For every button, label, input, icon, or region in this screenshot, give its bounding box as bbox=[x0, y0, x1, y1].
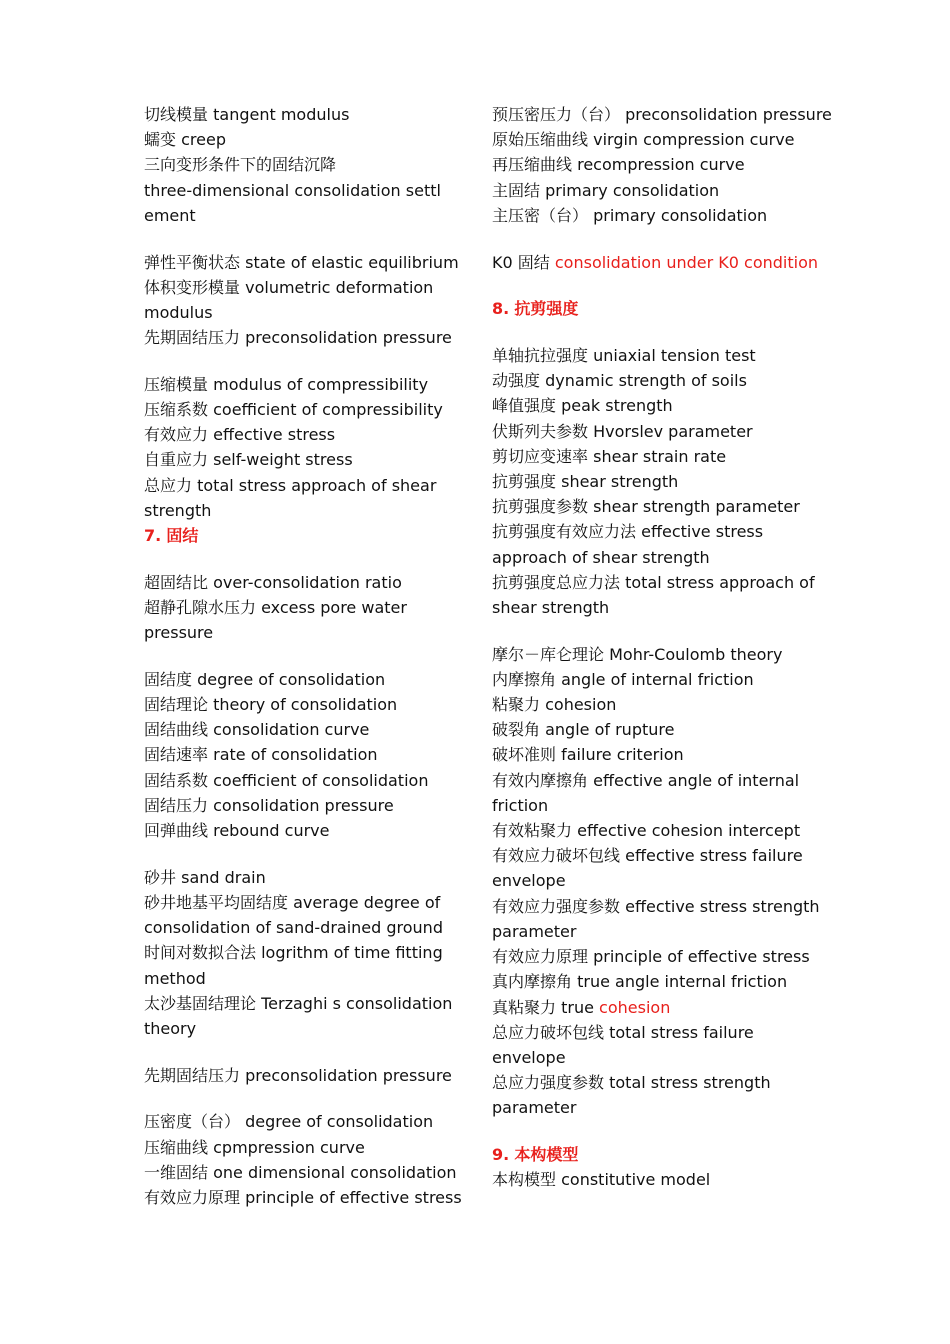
glossary-line bbox=[492, 595, 817, 620]
term-english: effective stress failure bbox=[625, 846, 803, 866]
glossary-line bbox=[144, 1160, 457, 1185]
term-english: true angle internal friction bbox=[577, 972, 788, 992]
term-english: constitutive model bbox=[561, 1170, 711, 1190]
term-english: tangent modulus bbox=[213, 105, 350, 124]
term-english: modulus of compressibility bbox=[213, 374, 429, 394]
right-column bbox=[492, 102, 832, 1192]
term-chinese: 固结压力 bbox=[144, 795, 209, 815]
glossary-line bbox=[492, 1167, 817, 1192]
term-chinese: 超固结比 bbox=[144, 572, 209, 592]
glossary-line bbox=[492, 868, 817, 893]
term-english: over-consolidation ratio bbox=[213, 572, 402, 592]
glossary-line bbox=[144, 940, 454, 965]
term-english: creep bbox=[181, 130, 226, 150]
term-chinese: 压缩模量 bbox=[144, 374, 209, 394]
term-chinese: 主固结 bbox=[492, 180, 541, 200]
glossary-line bbox=[144, 865, 454, 890]
term-english: failure criterion bbox=[561, 745, 684, 765]
term-english: coefficient of consolidation bbox=[213, 770, 429, 790]
term-english: consolidation of sand-drained ground bbox=[144, 918, 443, 938]
paragraph-gap bbox=[492, 620, 817, 642]
term-chinese: 总应力破坏包线 bbox=[492, 1022, 605, 1042]
term-chinese: 砂井 bbox=[144, 867, 177, 887]
glossary-line bbox=[144, 447, 454, 472]
glossary-line bbox=[144, 152, 454, 177]
term-chinese: 动强度 bbox=[492, 371, 541, 391]
term-english: three-dimensional consolidation settl bbox=[144, 180, 441, 200]
term-chinese: 一维固结 bbox=[144, 1162, 209, 1182]
glossary-line bbox=[492, 1045, 817, 1070]
term-chinese: 太沙基固结理论 bbox=[144, 993, 257, 1013]
term-english: total stress strength bbox=[609, 1073, 771, 1093]
paragraph-gap bbox=[492, 321, 817, 343]
term-chinese: 压缩系数 bbox=[144, 400, 209, 420]
term-chinese: 抗剪强度 bbox=[492, 471, 557, 491]
glossary-line bbox=[492, 969, 817, 994]
glossary-line bbox=[144, 667, 454, 692]
glossary-line bbox=[492, 1020, 817, 1045]
term-chinese: 有效应力破坏包线 bbox=[492, 846, 621, 866]
term-english: peak strength bbox=[561, 396, 673, 416]
glossary-line bbox=[144, 915, 454, 940]
glossary-line bbox=[144, 1135, 454, 1160]
term-english: modulus bbox=[144, 302, 213, 322]
glossary-line bbox=[144, 275, 454, 300]
glossary-line bbox=[144, 178, 454, 203]
glossary-line bbox=[144, 1063, 454, 1088]
paragraph-gap bbox=[144, 1088, 454, 1110]
term-english-highlight: consolidation under K0 condition bbox=[554, 252, 818, 272]
term-english: logrithm of time fitting bbox=[261, 943, 443, 963]
term-english: Mohr-Coulomb theory bbox=[609, 644, 783, 664]
glossary-line bbox=[492, 1095, 817, 1120]
term-chinese: 有效粘聚力 bbox=[492, 821, 573, 841]
section-heading bbox=[144, 523, 454, 548]
term-english: effective stress bbox=[641, 522, 764, 542]
term-chinese: 有效应力 bbox=[144, 425, 209, 445]
term-english: preconsolidation pressure bbox=[245, 328, 452, 348]
glossary-line bbox=[492, 843, 817, 868]
section-number: 7. bbox=[144, 526, 162, 546]
term-chinese: 本构模型 bbox=[492, 1170, 557, 1190]
term-english: degree of consolidation bbox=[197, 669, 386, 689]
term-english: friction bbox=[492, 795, 549, 815]
term-chinese: 固结曲线 bbox=[144, 720, 209, 740]
term-chinese: 单轴抗拉强度 bbox=[492, 345, 589, 365]
glossary-line bbox=[144, 422, 454, 447]
term-english: rebound curve bbox=[213, 821, 330, 841]
glossary-line bbox=[492, 919, 817, 944]
term-english: coefficient of compressibility bbox=[213, 400, 443, 420]
term-chinese: 抗剪强度总应力法 bbox=[492, 572, 621, 592]
term-chinese: 原始压缩曲线 bbox=[492, 130, 589, 150]
term-english: envelope bbox=[492, 1047, 566, 1067]
left-column bbox=[144, 102, 462, 1210]
term-english: angle of internal friction bbox=[561, 669, 754, 689]
glossary-line bbox=[492, 1070, 817, 1095]
glossary-line bbox=[144, 397, 454, 422]
glossary-line bbox=[144, 325, 454, 350]
paragraph-gap bbox=[144, 645, 454, 667]
term-chinese: 固结度 bbox=[144, 669, 193, 689]
term-english: volumetric deformation bbox=[245, 277, 434, 297]
term-chinese: 内摩擦角 bbox=[492, 669, 557, 689]
glossary-line bbox=[144, 620, 454, 645]
term-chinese: 总应力 bbox=[144, 475, 193, 495]
term-english: Hvorslev parameter bbox=[593, 421, 753, 441]
glossary-line bbox=[492, 545, 817, 570]
term-chinese: 体积变形模量 bbox=[144, 277, 241, 297]
glossary-line bbox=[144, 102, 454, 127]
term-chinese: 预压密压力（台） bbox=[492, 105, 621, 124]
term-english: effective stress strength bbox=[625, 896, 820, 916]
paragraph-gap bbox=[144, 350, 454, 372]
term-english: effective stress bbox=[213, 425, 336, 445]
glossary-line bbox=[492, 102, 832, 127]
term-chinese: 固结理论 bbox=[144, 695, 209, 715]
glossary-line bbox=[144, 793, 454, 818]
term-english: total stress failure bbox=[609, 1022, 754, 1042]
section-title: 本构模型 bbox=[514, 1145, 579, 1165]
term-english: virgin compression curve bbox=[593, 130, 795, 150]
paragraph-gap bbox=[492, 275, 817, 297]
term-chinese: 抗剪强度有效应力法 bbox=[492, 522, 637, 542]
term-chinese: 真粘聚力 bbox=[492, 997, 557, 1017]
term-english: shear strain rate bbox=[593, 446, 727, 466]
term-chinese: 弹性平衡状态 bbox=[144, 252, 241, 272]
term-chinese: 固结速率 bbox=[144, 745, 209, 765]
term-english: preconsolidation pressure bbox=[245, 1065, 452, 1085]
term-english: effective angle of internal bbox=[593, 770, 800, 790]
term-english: excess pore water bbox=[261, 597, 407, 617]
term-chinese: 切线模量 bbox=[144, 105, 209, 124]
term-english: Terzaghi s consolidation bbox=[261, 993, 453, 1013]
term-english: shear strength bbox=[561, 471, 679, 491]
glossary-line bbox=[144, 570, 454, 595]
glossary-line bbox=[492, 419, 817, 444]
term-chinese: 三向变形条件下的固结沉降 bbox=[144, 155, 337, 175]
term-english: uniaxial tension test bbox=[593, 345, 756, 365]
glossary-line bbox=[144, 1109, 454, 1134]
glossary-line bbox=[492, 519, 817, 544]
term-chinese: 有效应力强度参数 bbox=[492, 896, 621, 916]
paragraph-gap bbox=[144, 1041, 454, 1063]
term-chinese: 剪切应变速率 bbox=[492, 446, 589, 466]
glossary-line bbox=[492, 944, 817, 969]
glossary-line bbox=[492, 469, 817, 494]
term-chinese: 摩尔－库仑理论 bbox=[492, 644, 605, 664]
term-english: degree of consolidation bbox=[245, 1112, 434, 1132]
term-prefix: K0 bbox=[492, 252, 513, 272]
glossary-line bbox=[144, 768, 454, 793]
glossary-line bbox=[492, 818, 817, 843]
section-number: 9. bbox=[492, 1145, 510, 1165]
term-english: rate of consolidation bbox=[213, 745, 378, 765]
section-title: 抗剪强度 bbox=[514, 299, 579, 319]
term-english: primary consolidation bbox=[593, 205, 768, 225]
glossary-line bbox=[144, 498, 454, 523]
term-english: ement bbox=[144, 205, 196, 225]
glossary-line bbox=[144, 818, 454, 843]
term-english: dynamic strength of soils bbox=[545, 371, 747, 391]
term-chinese: 峰值强度 bbox=[492, 396, 557, 416]
term-chinese: 真内摩擦角 bbox=[492, 972, 573, 992]
term-english: principle of effective stress bbox=[245, 1188, 462, 1208]
glossary-line bbox=[492, 494, 817, 519]
glossary-line bbox=[492, 203, 817, 228]
section-title: 固结 bbox=[166, 526, 199, 546]
term-english: recompression curve bbox=[577, 155, 745, 175]
term-chinese: 压密度（台） bbox=[144, 1112, 241, 1132]
glossary-line bbox=[144, 300, 454, 325]
glossary-line bbox=[492, 152, 817, 177]
term-chinese: 伏斯列夫参数 bbox=[492, 421, 589, 441]
term-english: angle of rupture bbox=[545, 720, 675, 740]
term-english: primary consolidation bbox=[545, 180, 720, 200]
glossary-line bbox=[492, 894, 820, 919]
glossary-line bbox=[144, 1016, 454, 1041]
glossary-line bbox=[492, 343, 817, 368]
term-english: preconsolidation pressure bbox=[625, 105, 832, 124]
glossary-line bbox=[144, 372, 454, 397]
glossary-line bbox=[144, 966, 454, 991]
term-english: theory of consolidation bbox=[213, 695, 398, 715]
paragraph-gap bbox=[492, 228, 817, 250]
term-english: effective cohesion intercept bbox=[577, 821, 801, 841]
glossary-line bbox=[144, 1185, 462, 1210]
term-english: approach of shear strength bbox=[492, 547, 710, 567]
paragraph-gap bbox=[144, 548, 454, 570]
term-english: cpmpression curve bbox=[213, 1137, 365, 1157]
glossary-line bbox=[492, 642, 817, 667]
term-english-highlight: cohesion bbox=[599, 997, 671, 1017]
term-chinese: 固结系数 bbox=[144, 770, 209, 790]
glossary-line bbox=[144, 250, 459, 275]
term-english: principle of effective stress bbox=[593, 947, 810, 967]
glossary-line bbox=[492, 742, 817, 767]
glossary-line bbox=[144, 742, 454, 767]
paragraph-gap bbox=[492, 1121, 817, 1143]
term-chinese: 破坏准则 bbox=[492, 745, 557, 765]
term-chinese: 再压缩曲线 bbox=[492, 155, 573, 175]
section-heading bbox=[492, 1142, 817, 1167]
glossary-line bbox=[492, 667, 817, 692]
term-english: parameter bbox=[492, 921, 577, 941]
term-english: strength bbox=[144, 500, 212, 520]
glossary-line bbox=[492, 444, 817, 469]
glossary-line bbox=[492, 717, 817, 742]
term-english: true bbox=[561, 997, 594, 1017]
term-english: envelope bbox=[492, 871, 566, 891]
glossary-line bbox=[492, 692, 817, 717]
glossary-line bbox=[492, 570, 817, 595]
term-english: consolidation pressure bbox=[213, 795, 394, 815]
glossary-line bbox=[144, 595, 454, 620]
term-chinese: 超静孔隙水压力 bbox=[144, 597, 257, 617]
term-chinese: 有效内摩擦角 bbox=[492, 770, 589, 790]
term-chinese: 蠕变 bbox=[144, 130, 177, 150]
term-chinese: 先期固结压力 bbox=[144, 1065, 241, 1085]
term-english: shear strength bbox=[492, 597, 610, 617]
glossary-line bbox=[492, 250, 817, 275]
term-chinese: 固结 bbox=[517, 252, 550, 272]
glossary-line bbox=[144, 991, 454, 1016]
glossary-line bbox=[144, 127, 454, 152]
term-chinese: 有效应力原理 bbox=[492, 947, 589, 967]
term-chinese: 砂井地基平均固结度 bbox=[144, 892, 289, 912]
glossary-line bbox=[492, 393, 817, 418]
term-english: total stress approach of shear bbox=[197, 475, 437, 495]
glossary-line bbox=[492, 127, 817, 152]
term-english: state of elastic equilibrium bbox=[245, 252, 459, 272]
glossary-line bbox=[492, 793, 817, 818]
term-chinese: 破裂角 bbox=[492, 720, 541, 740]
glossary-line bbox=[492, 995, 817, 1020]
term-english: cohesion bbox=[545, 695, 617, 715]
glossary-line bbox=[144, 717, 454, 742]
term-chinese: 先期固结压力 bbox=[144, 328, 241, 348]
term-english: self-weight stress bbox=[213, 450, 353, 470]
glossary-line bbox=[144, 890, 454, 915]
glossary-line bbox=[492, 368, 817, 393]
term-english: consolidation curve bbox=[213, 720, 370, 740]
paragraph-gap bbox=[144, 228, 454, 250]
term-chinese: 回弹曲线 bbox=[144, 821, 209, 841]
term-chinese: 抗剪强度参数 bbox=[492, 497, 589, 517]
section-number: 8. bbox=[492, 299, 510, 319]
glossary-line bbox=[492, 178, 817, 203]
term-english: parameter bbox=[492, 1098, 577, 1118]
term-english: shear strength parameter bbox=[593, 497, 800, 517]
term-chinese: 时间对数拟合法 bbox=[144, 943, 257, 963]
term-english: theory bbox=[144, 1019, 197, 1038]
glossary-line bbox=[144, 473, 454, 498]
glossary-line bbox=[144, 203, 454, 228]
term-chinese: 总应力强度参数 bbox=[492, 1073, 605, 1093]
term-english: sand drain bbox=[181, 867, 266, 887]
glossary-line bbox=[144, 692, 454, 717]
term-english: total stress approach of bbox=[625, 572, 815, 592]
term-english: average degree of bbox=[293, 892, 441, 912]
paragraph-gap bbox=[144, 843, 454, 865]
glossary-line bbox=[492, 768, 817, 793]
term-chinese: 压缩曲线 bbox=[144, 1137, 209, 1157]
term-chinese: 粘聚力 bbox=[492, 695, 541, 715]
section-heading bbox=[492, 296, 817, 321]
term-english: one dimensional consolidation bbox=[213, 1162, 457, 1182]
term-english: pressure bbox=[144, 623, 214, 643]
term-chinese: 有效应力原理 bbox=[144, 1188, 241, 1208]
term-english: method bbox=[144, 968, 206, 988]
term-chinese: 自重应力 bbox=[144, 450, 209, 470]
term-chinese: 主压密（台） bbox=[492, 205, 589, 225]
